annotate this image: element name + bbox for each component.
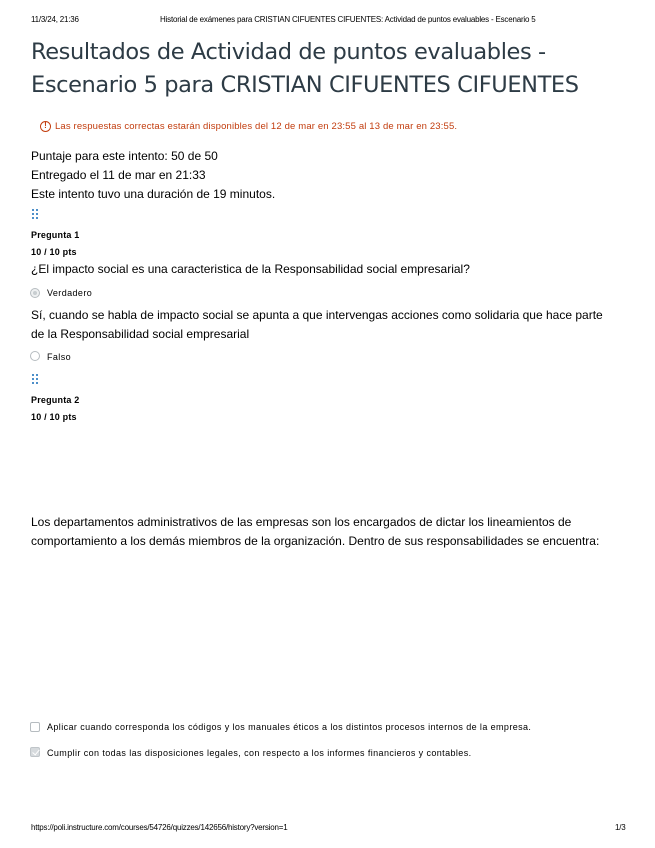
question-2-points: 10 / 10 pts bbox=[31, 412, 77, 422]
question-1-option-true-radio[interactable] bbox=[30, 288, 40, 298]
question-2-option-1-checkbox[interactable] bbox=[30, 722, 40, 732]
attempt-score: Puntaje para este intento: 50 de 50 bbox=[31, 149, 218, 163]
drag-handle-icon[interactable] bbox=[32, 374, 42, 386]
question-2-label: Pregunta 2 bbox=[31, 395, 80, 405]
page-title-line-2: Escenario 5 para CRISTIAN CIFUENTES CIFUENTES bbox=[31, 72, 579, 98]
question-2-option-1-label: Aplicar cuando corresponda los códigos y los manuales éticos a los distintos procesos internos de la empresa. bbox=[47, 722, 532, 732]
warning-icon: ! bbox=[40, 121, 51, 132]
question-1-option-false-radio[interactable] bbox=[30, 351, 40, 361]
page-title bbox=[31, 36, 631, 102]
question-2-text: Los departamentos administrativos de las empresas son los encargados de dictar los lineamientos de comportamiento a los demás miembros de la organización. Dentro de sus responsabilidades se encuentra: bbox=[31, 515, 600, 548]
print-footer-url: https://poli.instructure.com/courses/54726/quizzes/142656/history?version=1 bbox=[31, 823, 288, 832]
print-datetime: 11/3/24, 21:36 bbox=[31, 15, 79, 24]
print-document-title: Historial de exámenes para CRISTIAN CIFUENTES CIFUENTES: Actividad de puntos evaluables - Escenario 5 bbox=[160, 15, 536, 24]
notice-text: Las respuestas correctas estarán disponibles del 12 de mar en 23:55 al 13 de mar en 23:55. bbox=[55, 121, 458, 132]
question-1-points: 10 / 10 pts bbox=[31, 247, 77, 257]
question-1-feedback: Sí, cuando se habla de impacto social se apunta a que intervengas acciones como solidaria que hace parte de la Responsabilidad social empresarial bbox=[31, 308, 603, 341]
page-title-line-1: Resultados de Actividad de puntos evaluables - bbox=[31, 39, 546, 65]
drag-handle-icon[interactable] bbox=[32, 209, 42, 221]
question-1-text: ¿El impacto social es una caracteristica de la Responsabilidad social empresarial? bbox=[31, 262, 470, 276]
print-footer-page: 1/3 bbox=[615, 823, 626, 832]
question-1-option-true-label: Verdadero bbox=[47, 288, 93, 298]
answers-availability-notice bbox=[40, 121, 457, 132]
attempt-duration: Este intento tuvo una duración de 19 minutos. bbox=[31, 187, 276, 201]
question-1-option-false-label: Falso bbox=[47, 352, 72, 362]
question-1-label: Pregunta 1 bbox=[31, 230, 80, 240]
question-2-option-2-checkbox[interactable] bbox=[30, 747, 40, 757]
attempt-submitted: Entregado el 11 de mar en 21:33 bbox=[31, 168, 206, 182]
question-2-option-2-label: Cumplir con todas las disposiciones legales, con respecto a los informes financieros y contables. bbox=[47, 748, 472, 758]
